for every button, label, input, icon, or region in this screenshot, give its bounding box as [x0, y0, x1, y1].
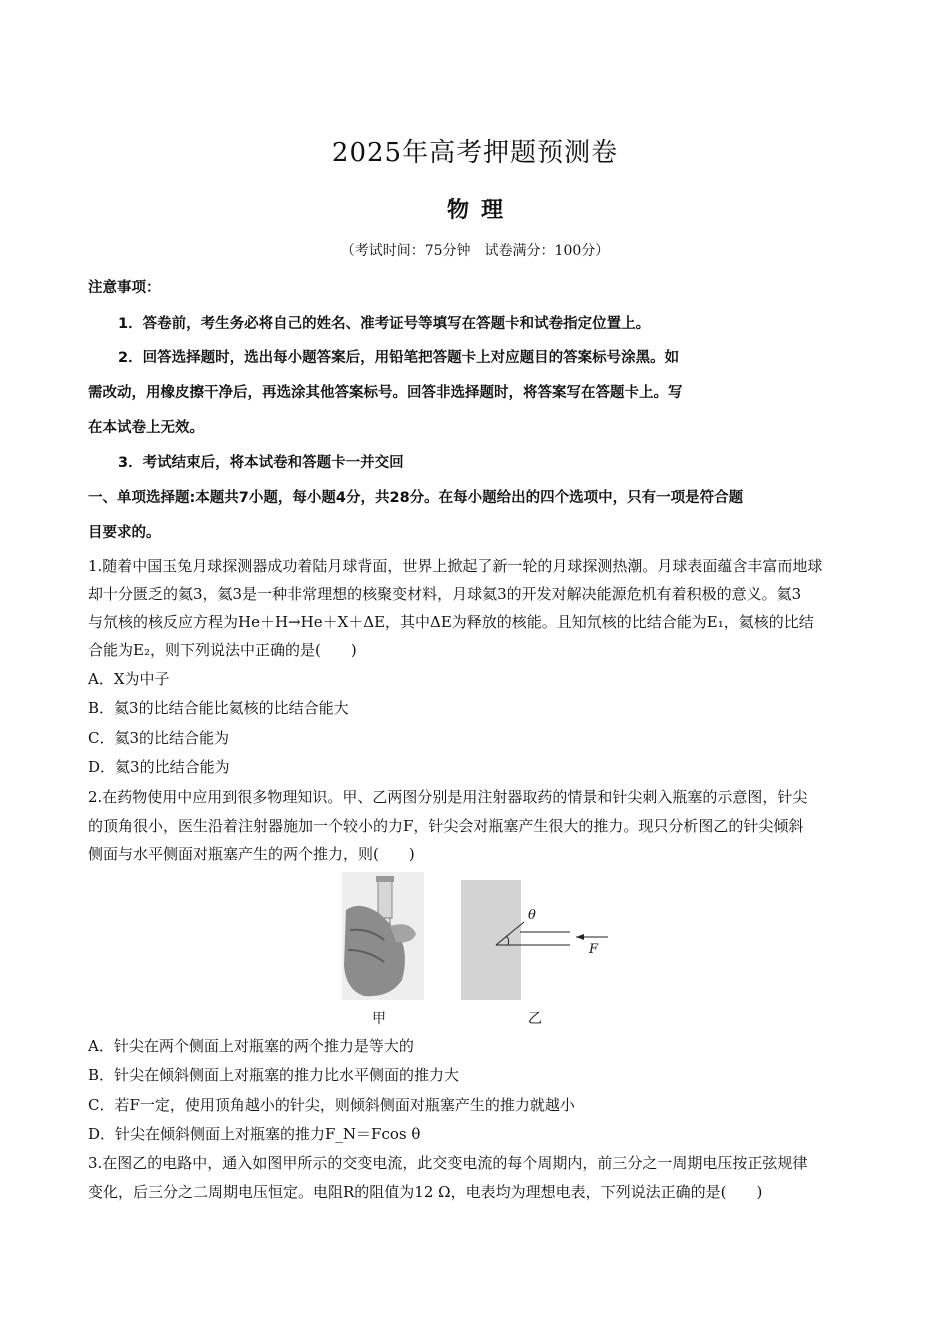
q2-option-a: A．针尖在两个侧面上对瓶塞的两个推力是等大的: [88, 1037, 414, 1055]
section-heading-line-2: 目要求的。: [88, 525, 161, 541]
notes-heading: 注意事项：: [88, 280, 161, 296]
q1-option-d: D．氦3的比结合能为: [88, 758, 230, 776]
note-line-5: 3．考试结束后，将本试卷和答题卡一并交回: [118, 455, 404, 471]
angle-label: θ: [528, 908, 536, 923]
q1-line-1: 1.随着中国玉兔月球探测器成功着陆月球背面，世界上掀起了新一轮的月球探测热潮。月球表面蕴含丰富而地球: [88, 557, 823, 575]
force-label: F: [589, 942, 599, 957]
note-line-3: 需改动，用橡皮擦干净后，再选涂其他答案标号。回答非选择题时，将答案写在答题卡上。写: [88, 385, 683, 401]
q2-line-2: 的顶角很小，医生沿着注射器施加一个较小的力F，针尖会对瓶塞产生很大的推力。现只分析图乙的针尖倾斜: [88, 817, 804, 835]
q2-option-b: B．针尖在倾斜侧面上对瓶塞的推力比水平侧面的推力大: [88, 1066, 460, 1084]
q1-option-b: B．氦3的比结合能比氦核的比结合能大: [88, 699, 349, 717]
note-line-4: 在本试卷上无效。: [88, 420, 204, 436]
q2-figure: [340, 870, 630, 1030]
q1-line-4: 合能为E₂，则下列说法中正确的是( ): [88, 641, 357, 659]
figure-label-yi: 乙: [528, 1011, 542, 1027]
section-heading-line-1: 一、单项选择题:本题共7小题，每小题4分，共28分。在每小题给出的四个选项中，只有一项是符合题: [88, 490, 744, 506]
figure-label-jia: 甲: [372, 1011, 386, 1027]
q3-line-1: 3.在图乙的电路中，通入如图甲所示的交变电流，此交变电流的每个周期内，前三分之一周期电压按正弦规律: [88, 1154, 808, 1172]
q1-option-a: A．X为中子: [88, 670, 170, 688]
q2-line-1: 2.在药物使用中应用到很多物理知识。甲、乙两图分别是用注射器取药的情景和针尖刺入瓶塞的示意图，针尖: [88, 788, 808, 806]
q1-line-2: 却十分匮乏的氦3，氦3是一种非常理想的核聚变材料，月球氦3的开发对解决能源危机有着积极的意义。氦3: [88, 585, 802, 603]
q2-line-3: 侧面与水平侧面对瓶塞产生的两个推力，则( ): [88, 845, 415, 863]
note-line-2: 2．回答选择题时，选出每小题答案后，用铅笔把答题卡上对应题目的答案标号涂黑。如: [118, 350, 680, 366]
subject-title: 物理: [446, 197, 515, 223]
q1-option-c: C．氦3的比结合能为: [88, 729, 230, 747]
needle-diagram: [461, 880, 608, 1000]
q2-figure-svg: [340, 870, 630, 1030]
q3-line-2: 变化，后三分之二周期电压恒定。电阻R的阻值为12 Ω，电表均为理想电表，下列说法正确的是( ): [88, 1183, 763, 1201]
syringe-photo: [342, 872, 424, 1000]
exam-info: （考试时间：75分钟 试卷满分：100分）: [340, 243, 610, 259]
q1-line-3: 与氘核的核反应方程为He＋H→He＋X＋ΔE，其中ΔE为释放的核能。且知氘核的比结合能为E₁，氦核的比结: [88, 613, 814, 631]
exam-title: 2025年高考押题预测卷: [331, 138, 619, 168]
note-line-1: 1．答卷前，考生务必将自己的姓名、准考证号等填写在答题卡和试卷指定位置上。: [118, 316, 651, 332]
q2-option-c: C．若F一定，使用顶角越小的针尖，则倾斜侧面对瓶塞产生的推力就越小: [88, 1096, 575, 1114]
q2-option-d: D．针尖在倾斜侧面上对瓶塞的推力F_N＝Fcos θ: [88, 1125, 421, 1143]
